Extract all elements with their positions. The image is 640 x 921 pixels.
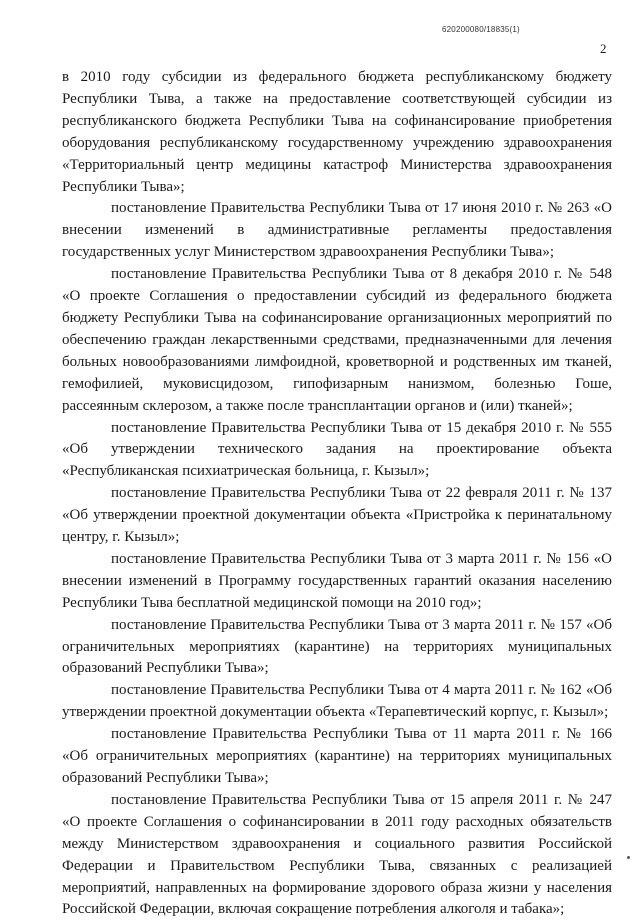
paragraph-resolution-166: постановление Правительства Республики Тыва от 11 марта 2011 г. № 166 «Об ограничительных мероприятиях (карантине) на территориях муниципальных образований Республики Тыва»;: [62, 726, 612, 786]
paragraph-resolution-162: постановление Правительства Республики Тыва от 4 марта 2011 г. № 162 «Об утверждении проектной документации объекта «Терапевтический корпус, г. Кызыл»;: [62, 682, 612, 721]
paragraph-resolution-263: постановление Правительства Республики Тыва от 17 июня 2010 г. № 263 «О внесении изменений в административные регламенты предоставления государственных услуг Министерством здравоохранения Республики Тыва»;: [62, 200, 612, 261]
scan-artifact: [627, 856, 630, 859]
paragraph-resolution-548: постановление Правительства Республики Тыва от 8 декабря 2010 г. № 548 «О проекте Соглашения о предоставлении субсидий из федерального бюджета бюджету Республики Тыва на софинансирование организационных мероприятий по обеспечению граждан лекарственными средствами, предназначенными для лечения больных новообразованиями лимфоидной, кроветворной и родственных им тканей, гемофилией, муковисцидозом, гипофизарным нанизмом, болезнью Гоше, рассеянным склерозом, а также после трансплантации органов и (или) тканей»;: [62, 266, 612, 414]
paragraph-resolution-247: постановление Правительства Республики Тыва от 15 апреля 2011 г. № 247 «О проекте Соглашения о софинансировании в 2011 году расходных обязательств между Министерством здравоохранения и социального развития Российской Федерации и Правительством Республики Тыва, связанных с реализацией мероприятий, направленных на формирование здорового образа жизни у населения Российской Федерации, включая сокращение потребления алкоголя и табака»;: [62, 791, 612, 918]
document-body: [62, 67, 612, 921]
paragraph-resolution-157: постановление Правительства Республики Тыва от 3 марта 2011 г. № 157 «Об ограничительных мероприятиях (карантине) на территориях муниципальных образований Республики Тыва»;: [62, 616, 612, 677]
paragraph-continuation: в 2010 году субсидии из федерального бюджета республиканскому бюджету Республики Тыва, а также на предоставление соответствующей субсидии из республиканского бюджета Республики Тыва на софинансирование приобретения оборудования республиканскому государственному учреждению здравоохранения «Территориальный центр медицины катастроф Министерства здравоохранения Республики Тыва»;: [62, 69, 612, 195]
paragraph-resolution-555: постановление Правительства Республики Тыва от 15 декабря 2010 г. № 555 «Об утверждении технического задания на проектирование объекта «Республиканская психиатрическая больница, г. Кызыл»;: [62, 419, 612, 480]
paragraph-resolution-156: постановление Правительства Республики Тыва от 3 марта 2011 г. № 156 «О внесении изменений в Программу государственных гарантий оказания населению Республики Тыва бесплатной медицинской помощи на 2010 год»;: [62, 550, 612, 611]
document-code: 620200080/18835(1): [442, 25, 520, 34]
paragraph-resolution-137: постановление Правительства Республики Тыва от 22 февраля 2011 г. № 137 «Об утверждении проектной документации объекта «Пристройка к перинатальному центру, г. Кызыл»;: [62, 485, 612, 546]
page-number: 2: [600, 41, 607, 56]
